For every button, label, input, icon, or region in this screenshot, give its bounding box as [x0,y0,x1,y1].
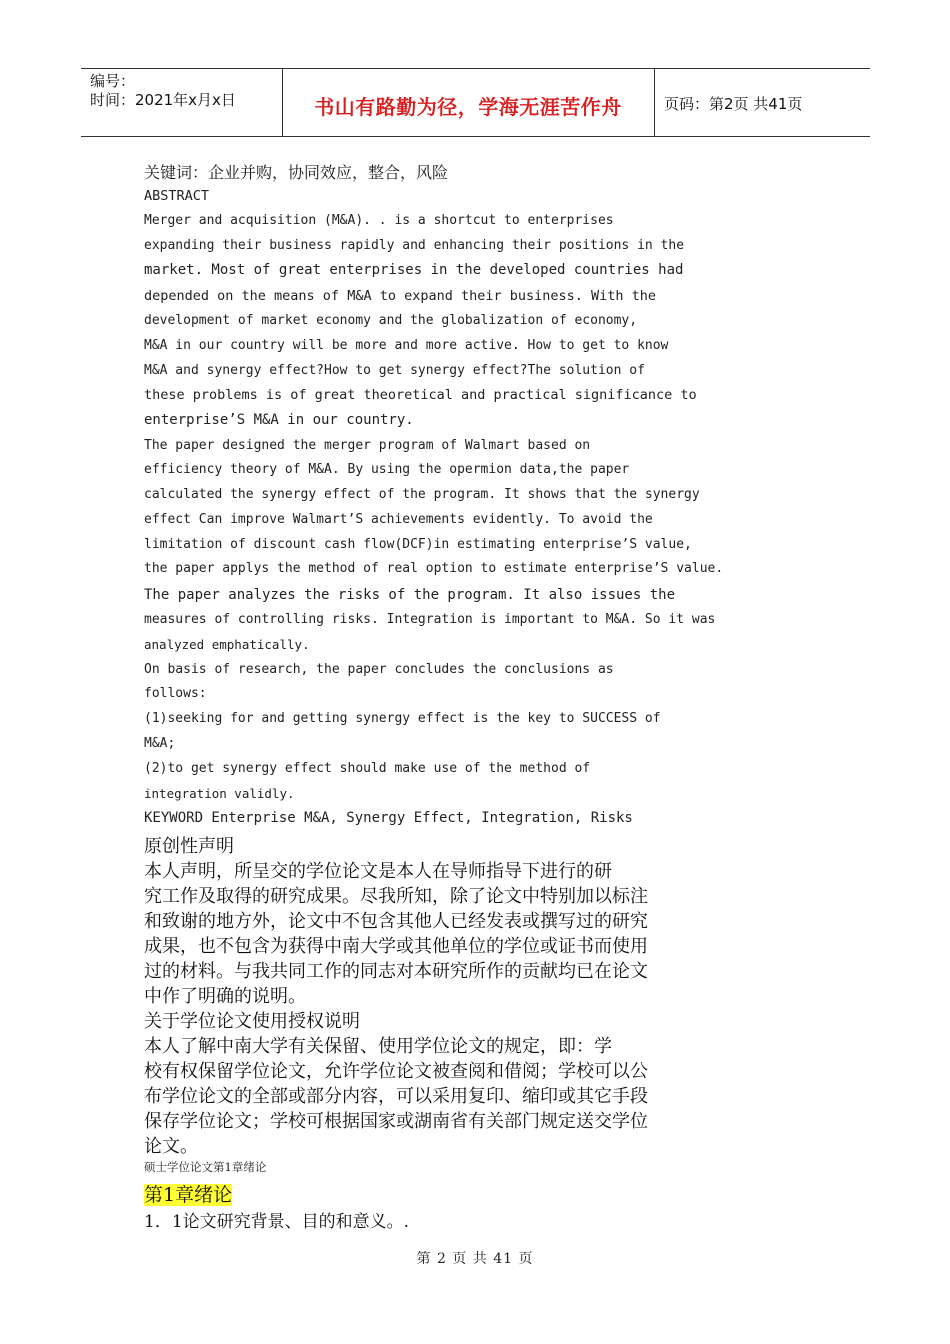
originality-title: 原创性声明 [144,836,234,857]
originality-line: 和致谢的地方外，论文中不包含其他人已经发表或撰写过的研究 [144,911,648,932]
abstract-line: (2)to get synergy effect should make use of the method of [144,761,591,776]
abstract-line: enterprise’S M&A in our country. [144,412,414,428]
chapter-title: 第1章绪论 [144,1184,233,1206]
chapter-title-wrap [144,1180,232,1207]
english-keywords: KEYWORD Enterprise M&A, Synergy Effect, Integration, Risks [144,810,633,826]
originality-line: 成果，也不包含为获得中南大学或其他单位的学位或证书而使用 [144,936,648,957]
document-date-label: 时间：2021年x月x日 [90,91,236,109]
page-footer: 第 2 页 共 41 页 [416,1251,534,1267]
abstract-line: calculated the synergy effect of the program. It shows that the synergy [144,487,700,502]
originality-line: 过的材料。与我共同工作的同志对本研究所作的贡献均已在论文 [144,961,648,982]
header-motto: 书山有路勤为径，学海无涯苦作舟 [314,95,622,119]
header-divider [654,69,655,136]
abstract-title: ABSTRACT [144,188,210,204]
abstract-line: (1)seeking for and getting synergy effect is the key to SUCCESS of [144,711,661,726]
page-header [81,68,870,137]
abstract-line: efficiency theory of M&A. By using the opermion data,the paper [144,462,630,477]
originality-line: 本人声明，所呈交的学位论文是本人在导师指导下进行的研 [144,861,612,882]
abstract-line: follows: [144,686,207,701]
authorization-line: 本人了解中南大学有关保留、使用学位论文的规定，即：学 [144,1036,612,1057]
document-number-label: 编号： [90,72,136,90]
abstract-line: effect Can improve Walmart’S achievements evidently. To avoid the [144,512,653,527]
abstract-line: Merger and acquisition (M&A). . is a shortcut to enterprises [144,213,614,228]
abstract-line: The paper designed the merger program of Walmart based on [144,438,591,453]
running-head: 硕士学位论文第1章绪论 [144,1160,267,1174]
section-title: 1．1论文研究背景、目的和意义。. [144,1212,410,1232]
abstract-line: depended on the means of M&A to expand their business. With the [144,288,657,304]
authorization-title: 关于学位论文使用授权说明 [144,1011,360,1032]
abstract-line: limitation of discount cash flow(DCF)in estimating enterprise’S value, [144,537,692,552]
abstract-line: expanding their business rapidly and enhancing their positions in the [144,238,685,253]
originality-line: 中作了明确的说明。 [144,986,306,1007]
header-page-number: 页码：第2页 共41页 [664,95,803,113]
abstract-line: the paper applys the method of real option to estimate enterprise’S value. [144,561,724,576]
originality-line: 究工作及取得的研究成果。尽我所知，除了论文中特别加以标注 [144,886,648,907]
authorization-line: 论文。 [144,1136,198,1157]
abstract-line: integration validly. [144,786,295,801]
abstract-line: M&A; [144,736,176,751]
abstract-line: development of market economy and the globalization of economy, [144,313,638,328]
abstract-line: measures of controlling risks. Integration is important to M&A. So it was [144,612,716,627]
abstract-line: M&A in our country will be more and more active. How to get to know [144,338,669,353]
abstract-line: analyzed emphatically. [144,637,310,652]
keywords-cn: 关键词：企业并购，协同效应，整合，风险 [144,163,449,182]
authorization-line: 校有权保留学位论文，允许学位论文被查阅和借阅；学校可以公 [144,1061,648,1082]
header-meta [90,72,236,110]
abstract-line: On basis of research, the paper concludes the conclusions as [144,662,614,677]
authorization-line: 布学位论文的全部或部分内容，可以采用复印、缩印或其它手段 [144,1086,648,1107]
abstract-line: market. Most of great enterprises in the developed countries had [144,262,684,278]
abstract-line: these problems is of great theoretical and practical significance to [144,387,697,403]
abstract-line: The paper analyzes the risks of the program. It also issues the [144,587,676,603]
abstract-line: M&A and synergy effect?How to get synergy effect?The solution of [144,363,645,378]
authorization-line: 保存学位论文；学校可根据国家或湖南省有关部门规定送交学位 [144,1111,648,1132]
